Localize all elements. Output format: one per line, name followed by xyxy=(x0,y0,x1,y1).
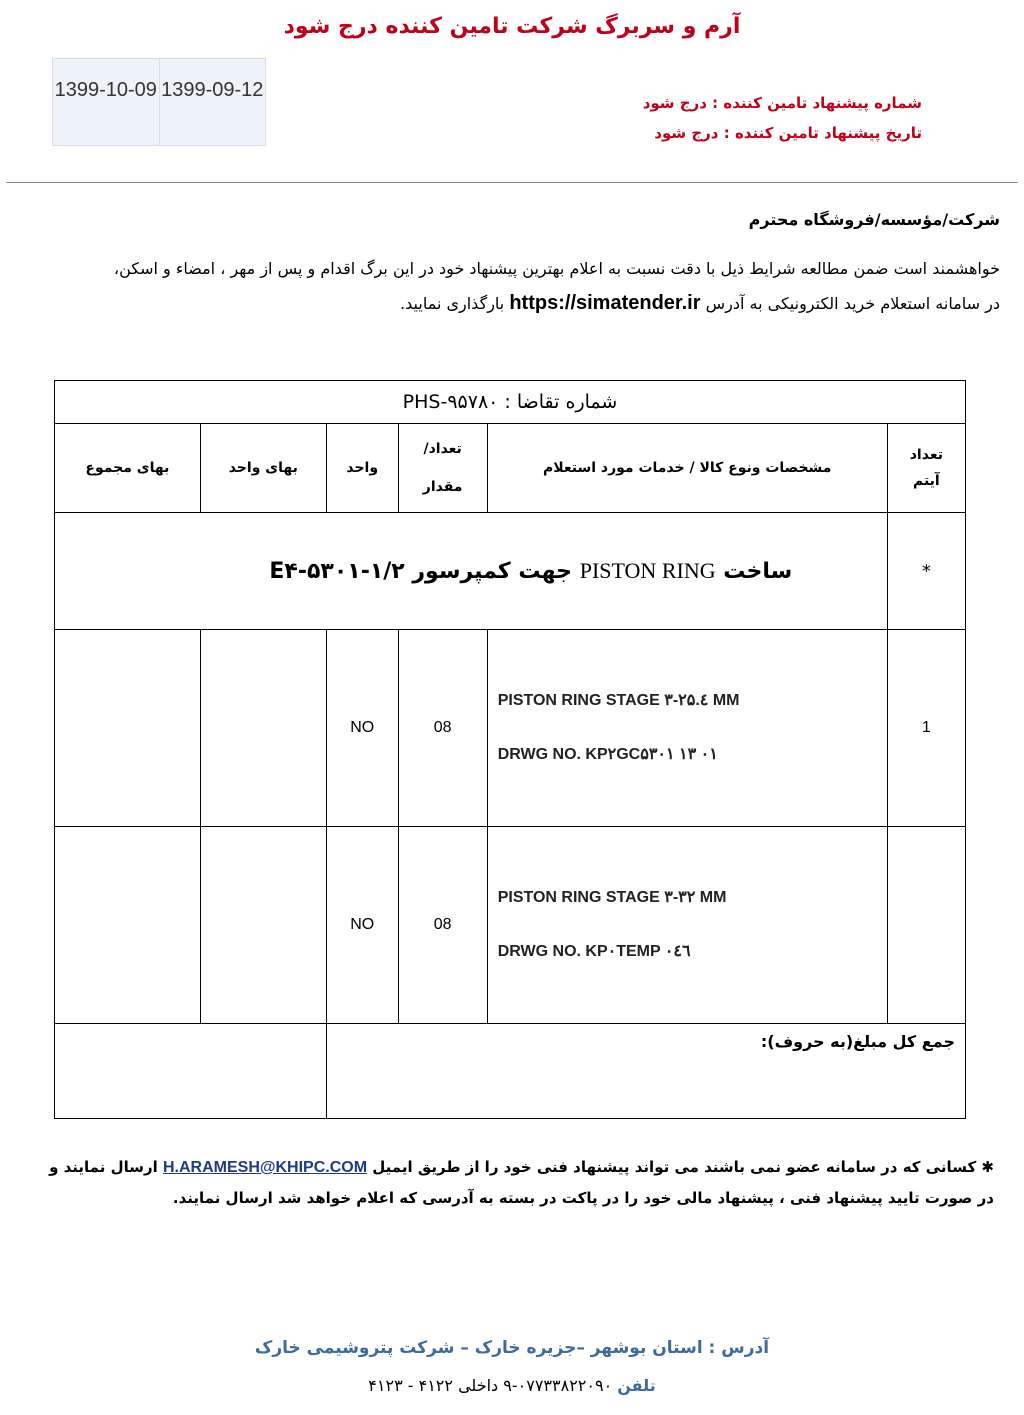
item-group-title-prefix: ساخت xyxy=(723,559,793,584)
row-index: 1 xyxy=(887,630,965,827)
table-row xyxy=(55,630,966,827)
intro-line-2 xyxy=(24,286,1000,321)
item-group-title xyxy=(55,513,888,630)
email-link[interactable]: H.ARAMESH@KHIPC.COM xyxy=(163,1159,368,1176)
intro-line-2-post: بارگذاری نمایید. xyxy=(400,294,505,313)
header-quantity-l2: مقدار xyxy=(422,479,463,495)
row-index xyxy=(887,827,965,1024)
row-spec xyxy=(487,827,887,1024)
row-quantity: 08 xyxy=(398,630,487,827)
request-number: شماره تقاضا : PHS-۹۵۷۸۰ xyxy=(55,381,966,424)
header-unit-price: بهای واحد xyxy=(200,424,326,513)
row-spec xyxy=(487,630,887,827)
date-start: 1399-09-12 xyxy=(159,59,266,145)
inquiry-table xyxy=(54,380,966,1119)
header-description: مشخصات ونوع کالا / خدمات مورد استعلام xyxy=(487,424,887,513)
row-quantity: 08 xyxy=(398,827,487,1024)
row-spec-line-2: DRWG NO. KP۰TEMP ۰٤٦ xyxy=(497,943,691,960)
row-spec-line-2: DRWG NO. KP۲GC۵۳۰۱ ۱۳ ۰۱ xyxy=(497,746,718,763)
header-quantity xyxy=(398,424,487,513)
header-total-price: بهای مجموع xyxy=(55,424,201,513)
row-unit: NO xyxy=(326,827,398,1024)
row-total-price[interactable] xyxy=(55,827,201,1024)
item-group-title-suffix: جهت کمپرسور E۴-۵۳۰۱-۱/۲ xyxy=(269,559,573,584)
row-spec-line-1: PISTON RING STAGE ۳-۳۲ MM xyxy=(497,889,727,906)
proposal-number: شماره پیشنهاد تامین کننده : درج شود xyxy=(642,94,922,112)
footer-phone xyxy=(0,1376,1024,1395)
footer-address: آدرس : استان بوشهر –جزیره خارک – شرکت پتروشیمی خارک xyxy=(254,1338,770,1358)
footer-phone-number: ۰۷۷۳۳۸۲۲۰۹۰-۹ داخلی ۴۱۲۲ - ۴۱۲۳ xyxy=(368,1376,613,1395)
item-group-title-en: PISTON RING xyxy=(579,558,716,583)
letterhead-title: آرم و سربرگ شرکت تامین کننده درج شود xyxy=(283,14,741,39)
note-pre: کسانی که در سامانه عضو نمی باشند می تواند پیشنهاد فنی خود را از طریق ایمیل xyxy=(372,1158,977,1176)
intro-paragraph xyxy=(24,252,1000,321)
header-item-count xyxy=(887,424,965,513)
divider xyxy=(6,182,1018,183)
recipient: شرکت/مؤسسه/فروشگاه محترم xyxy=(748,210,1000,229)
proposal-info xyxy=(643,88,922,148)
table-row xyxy=(55,827,966,1024)
submission-note xyxy=(34,1152,994,1213)
proposal-date: تاریخ پیشنهاد تامین کننده : درج شود xyxy=(654,124,922,142)
row-unit: NO xyxy=(326,630,398,827)
sum-value[interactable] xyxy=(55,1024,327,1119)
date-end: 1399-10-09 xyxy=(54,79,157,101)
header-quantity-l1: تعداد/ xyxy=(423,441,462,457)
header-item-count-l1: تعداد xyxy=(909,447,943,463)
sum-label: جمع کل مبلغ(به حروف): xyxy=(326,1024,965,1119)
note-post: ارسال نمایند و در صورت تایید پیشنهاد فنی ، پیشنهاد مالی خود را در پاکت در بسته به آدرسی که اعلام خواهد شد ارسال نمایند. xyxy=(49,1158,994,1207)
row-unit-price[interactable] xyxy=(200,630,326,827)
row-total-price[interactable] xyxy=(55,630,201,827)
footer-phone-label: تلفن xyxy=(617,1376,656,1395)
row-spec-line-1: PISTON RING STAGE ۳-۲۵.٤ MM xyxy=(497,692,740,709)
star-cell: * xyxy=(887,513,965,630)
header-item-count-l2: آیتم xyxy=(912,473,940,489)
header-unit: واحد xyxy=(326,424,398,513)
date-box xyxy=(52,58,266,146)
intro-line-2-pre: در سامانه استعلام خرید الکترونیکی به آدرس xyxy=(705,294,1000,313)
tender-url-link[interactable]: https://simatender.ir xyxy=(509,292,701,314)
intro-line-1: خواهشمند است ضمن مطالعه شرایط ذیل با دقت نسبت به اعلام بهترین پیشنهاد خود در این برگ اقدام و پس از مهر ، امضاء و اسکن، xyxy=(113,259,1000,278)
note-bullet-icon: ✱ xyxy=(981,1158,994,1176)
row-unit-price[interactable] xyxy=(200,827,326,1024)
